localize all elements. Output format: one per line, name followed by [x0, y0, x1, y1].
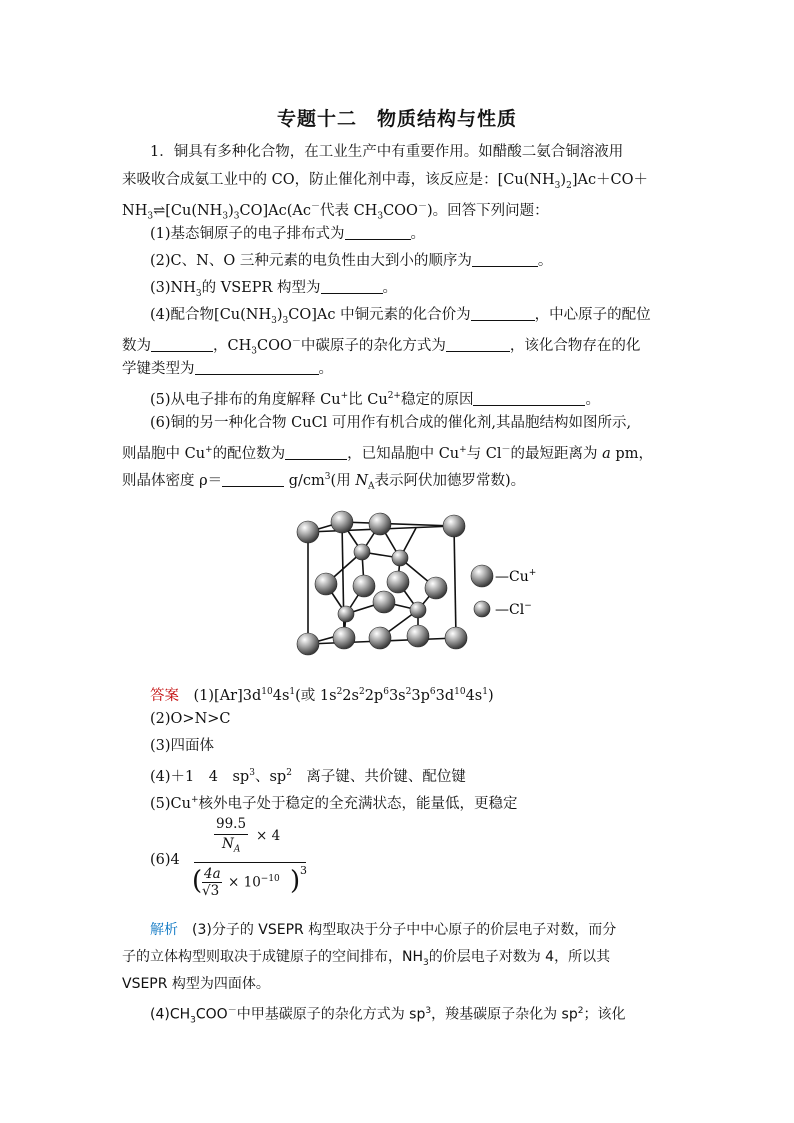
answer-6-prefix: (6)4	[150, 852, 180, 868]
cu-atom	[333, 627, 355, 649]
answer-blank	[472, 251, 538, 267]
main-fraction-bar	[194, 862, 306, 863]
sub-question-2: (2)C、N、O 三种元素的电负性由大到小的顺序为 。	[150, 253, 553, 269]
answer-line-1: 答案 $(1)[Ar]3d^{10}4s^1$(或 $1s^22s^22p^63s^23p^63d^{10}4s^1$)	[150, 687, 494, 704]
cu-atom	[331, 511, 353, 533]
cl-atom	[392, 550, 408, 566]
answer-blank	[345, 224, 411, 240]
sub-question-6-line-2: 则晶胞中 Cu+的配位数为 ，已知晶胞中 Cu+与 Cl－的最短距离为 a pm，	[122, 445, 653, 462]
answer-line-4: (4)＋1 4 $sp^3$、$sp^2$ 离子键、共价键、配位键	[150, 768, 466, 785]
answer-line-2: (2)O>N>C	[150, 711, 231, 727]
legend-cl-label: —Cl−	[495, 601, 532, 618]
answer-line-3: (3)四面体	[150, 738, 215, 754]
cl-atom	[338, 606, 354, 622]
legend-cu-label: —Cu+	[495, 568, 537, 585]
na-symbol: $N_A$	[222, 836, 241, 855]
sub-question-4-line-2: 数为 ，$CH_3COO^-$中碳原子的杂化方式为 ，该化合物存在的化	[122, 337, 641, 357]
question-line-3: $NH_3\rightleftharpoons[Cu(NH_3)_3CO]Ac(Ac^-$代表 $CH_3COO^-$)。回答下列问题：	[122, 202, 549, 222]
cu-atom	[445, 627, 467, 649]
sub-question-4-line-3: 学键类型为 。	[122, 361, 333, 377]
sub-question-6: (6)铜的另一种化合物 CuCl 可用作有机合成的催化剂,其晶胞结构如图所示,	[150, 415, 632, 431]
cu-atom	[297, 633, 319, 655]
equilibrium-arrow-icon: ⇌	[153, 202, 166, 219]
times-four: × 4	[256, 828, 281, 844]
sqrt-three: √3	[202, 883, 220, 899]
question-line-2: 来吸收合成氨工业中的 CO，防止催化剂中毒，该反应是：$[Cu(NH_3)_2]Ac+CO+$	[122, 172, 649, 191]
sub-question-6-line-3: 则晶体密度 $\rho= g/cm^3$(用 $N_A$表示阿伏加德罗常数)。	[122, 472, 526, 492]
cu-atom	[443, 515, 465, 537]
answer-blank	[195, 359, 319, 375]
legend	[471, 565, 536, 618]
answer-line-5: (5)Cu+核外电子处于稳定的全充满状态，能量低，更稳定	[150, 795, 518, 812]
answer-blank	[446, 336, 510, 352]
answer-blank	[222, 471, 284, 487]
cl-atom	[354, 544, 370, 560]
answer-blank	[471, 305, 535, 321]
cu-atom	[315, 573, 337, 595]
cu-atom	[369, 513, 391, 535]
den-4a: 4a	[204, 866, 221, 882]
analysis-label: 解析	[150, 922, 178, 938]
analysis-line-4: $(4)CH_3COO^-$中甲基碳原子的杂化方式为 $sp^3$，羧基碳原子杂化为 $sp^2$；该化	[150, 1006, 626, 1026]
cucl-unit-cell-figure	[290, 506, 550, 664]
cl-atom	[410, 602, 426, 618]
analysis-line-1: 解析 (3)分子的 VSEPR 构型取决于分子中中心原子的价层电子对数，而分	[150, 922, 617, 938]
question-line-1: 1．铜具有多种化合物，在工业生产中有重要作用。如醋酸二氨合铜溶液用	[150, 144, 624, 160]
numerator-value: 99.5	[216, 816, 247, 832]
page-title: 专题十二 物质结构与性质	[276, 108, 517, 130]
answer-label: 答案	[150, 687, 179, 704]
cu-atom	[353, 575, 375, 597]
legend-cl-sphere	[474, 601, 490, 617]
cu-atom	[407, 625, 429, 647]
sub-question-5: (5)从电子排布的角度解释 Cu+比 $Cu^{2+}$稳定的原因 。	[150, 391, 600, 408]
sub-question-3: $(3)NH_3$的 VSEPR 构型为 。	[150, 280, 397, 299]
cu-atom	[425, 577, 447, 599]
answer-blank	[321, 278, 383, 294]
cu-atom	[373, 591, 395, 613]
right-paren: )	[290, 866, 301, 896]
cu-atom	[369, 627, 391, 649]
answer-blank	[151, 336, 213, 352]
unit-cell-svg	[290, 506, 550, 660]
cu-atoms	[297, 511, 467, 655]
inner-fraction-bar	[214, 834, 248, 835]
cu-atom	[297, 521, 319, 543]
legend-cu-sphere	[471, 565, 493, 587]
analysis-line-2: 子的立体构型则取决于成键原子的空间排布，$NH_3$的价层电子对数为 4，所以其	[122, 949, 611, 968]
answer-6-formula	[150, 816, 350, 912]
den-power: 3	[300, 864, 307, 877]
answer-blank	[473, 390, 585, 406]
times-ten: × $10^{-10}$	[228, 874, 280, 891]
left-paren: (	[192, 866, 203, 896]
answer-blank	[285, 444, 347, 460]
analysis-line-3: VSEPR 构型为四面体。	[122, 976, 270, 992]
sub-question-4: (4)配合物$[Cu(NH_3)_3CO]Ac$ 中铜元素的化合价为 ，中心原子的配位	[150, 307, 651, 326]
sub-question-1: (1)基态铜原子的电子排布式为 。	[150, 226, 426, 242]
cu-atom	[387, 571, 409, 593]
